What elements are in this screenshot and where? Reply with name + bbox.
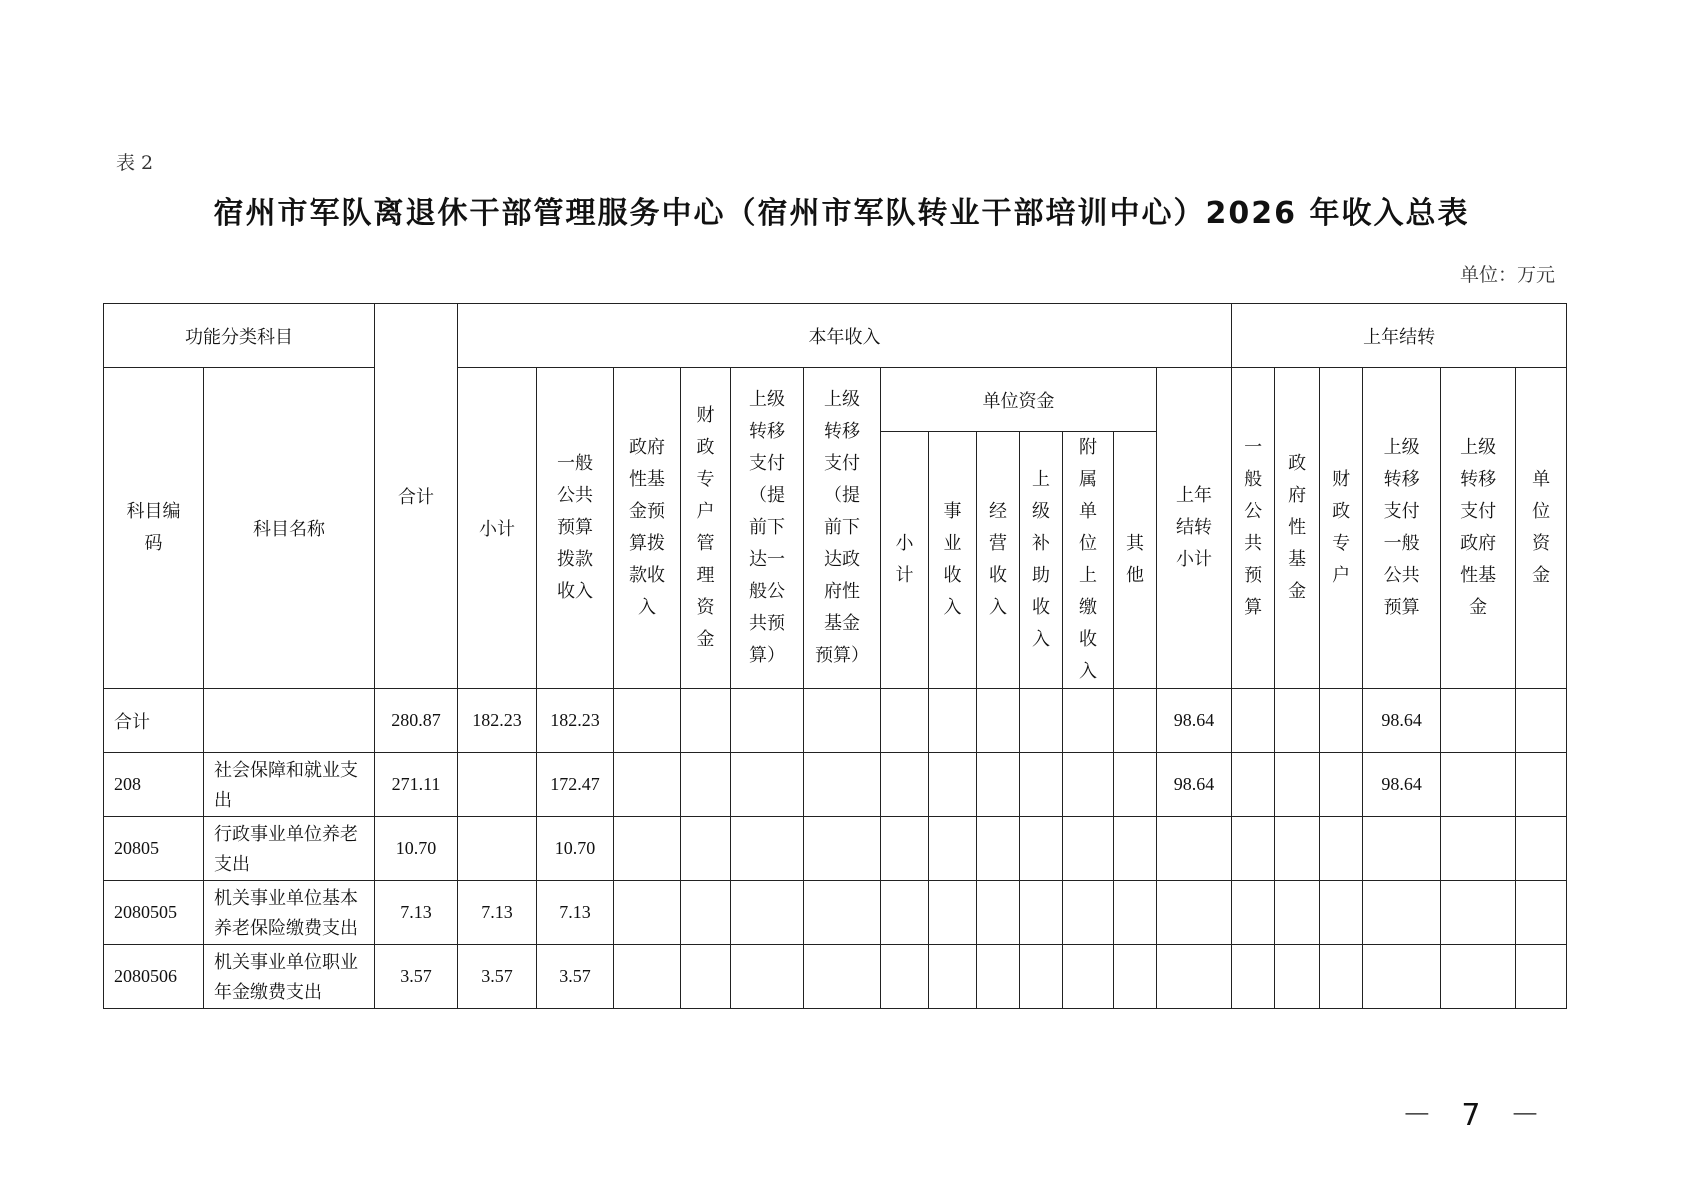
row-total: 280.87 [375, 689, 458, 753]
row-general: 10.70 [537, 817, 614, 881]
fiscal-special-header: 财 政 专 户 管 理 资 金 [681, 368, 731, 689]
carry-unit-funds-header: 单 位 资 金 [1516, 368, 1567, 689]
carry-transfer-gov-header: 上级 转移 支付 政府 性基 金 [1441, 368, 1516, 689]
row-carry-subtotal: 98.64 [1157, 689, 1232, 753]
transfer-gov-header: 上级 转移 支付 （提 前下 达政 府性 基金 预算） [804, 368, 881, 689]
header-row-1 [104, 304, 1567, 368]
row-name [204, 689, 375, 753]
subject-code-header: 科目编 码 [104, 368, 204, 689]
row-carry-transfer-general: 98.64 [1363, 689, 1441, 753]
carry-transfer-general-header: 上级 转移 支付 一般 公共 预算 [1363, 368, 1441, 689]
general-budget-header: 一般 公共 预算 拨款 收入 [537, 368, 614, 689]
carry-subtotal-header: 上年 结转 小计 [1157, 368, 1232, 689]
row-total: 3.57 [375, 945, 458, 1009]
document-title: 宿州市军队离退休干部管理服务中心（宿州市军队转业干部培训中心）2026 年收入总表 [213, 196, 1470, 231]
row-subtotal [458, 817, 537, 881]
row-code: 合计 [104, 689, 204, 753]
row-carry-subtotal [1157, 945, 1232, 1009]
carry-gov-fund-header: 政 府 性 基 金 [1275, 368, 1320, 689]
row-general: 182.23 [537, 689, 614, 753]
row-general: 172.47 [537, 753, 614, 817]
row-name: 机关事业单位基本养老保险缴费支出 [204, 881, 375, 945]
row-carry-transfer-general [1363, 881, 1441, 945]
business-income-header: 事 业 收 入 [929, 432, 977, 689]
carry-general-header: 一 般 公 共 预 算 [1232, 368, 1275, 689]
subsidy-income-header: 上 级 补 助 收 入 [1020, 432, 1063, 689]
row-code: 20805 [104, 817, 204, 881]
transfer-general-header: 上级 转移 支付 （提 前下 达一 般公 共预 算） [731, 368, 804, 689]
row-total: 10.70 [375, 817, 458, 881]
row-carry-transfer-general [1363, 945, 1441, 1009]
table-row [104, 881, 1567, 945]
row-subtotal: 7.13 [458, 881, 537, 945]
operating-income-header: 经 营 收 入 [977, 432, 1020, 689]
func-category-header: 功能分类科目 [104, 304, 375, 368]
row-name: 社会保障和就业支出 [204, 753, 375, 817]
row-name: 行政事业单位养老支出 [204, 817, 375, 881]
last-year-carryover-header: 上年结转 [1232, 304, 1567, 368]
row-general: 3.57 [537, 945, 614, 1009]
row-carry-subtotal [1157, 817, 1232, 881]
row-subtotal: 3.57 [458, 945, 537, 1009]
row-carry-transfer-general: 98.64 [1363, 753, 1441, 817]
page-number: － 7 － [1401, 1098, 1550, 1133]
this-year-income-header: 本年收入 [458, 304, 1232, 368]
row-subtotal [458, 753, 537, 817]
row-subtotal: 182.23 [458, 689, 537, 753]
row-carry-transfer-general [1363, 817, 1441, 881]
table-row [104, 817, 1567, 881]
gov-fund-header: 政府 性基 金预 算拨 款收 入 [614, 368, 681, 689]
row-total: 271.11 [375, 753, 458, 817]
row-general: 7.13 [537, 881, 614, 945]
row-carry-subtotal [1157, 881, 1232, 945]
affiliated-income-header: 附 属 单 位 上 缴 收 入 [1063, 432, 1114, 689]
subtotal-header: 小计 [458, 368, 537, 689]
row-total: 7.13 [375, 881, 458, 945]
subject-name-header: 科目名称 [204, 368, 375, 689]
other-income-header: 其 他 [1114, 432, 1157, 689]
row-code: 208 [104, 753, 204, 817]
row-code: 2080505 [104, 881, 204, 945]
table-row [104, 945, 1567, 1009]
row-code: 2080506 [104, 945, 204, 1009]
carry-fiscal-header: 财 政 专 户 [1320, 368, 1363, 689]
row-carry-subtotal: 98.64 [1157, 753, 1232, 817]
header-row-2 [104, 368, 1567, 432]
unit-subtotal-header: 小 计 [881, 432, 929, 689]
income-table [103, 303, 1567, 1009]
table-row [104, 689, 1567, 753]
unit-funds-header: 单位资金 [881, 368, 1157, 432]
table-row [104, 753, 1567, 817]
row-name: 机关事业单位职业年金缴费支出 [204, 945, 375, 1009]
unit-label: 单位：万元 [1459, 264, 1555, 286]
table-number: 表 2 [116, 152, 154, 174]
total-header: 合计 [375, 304, 458, 689]
